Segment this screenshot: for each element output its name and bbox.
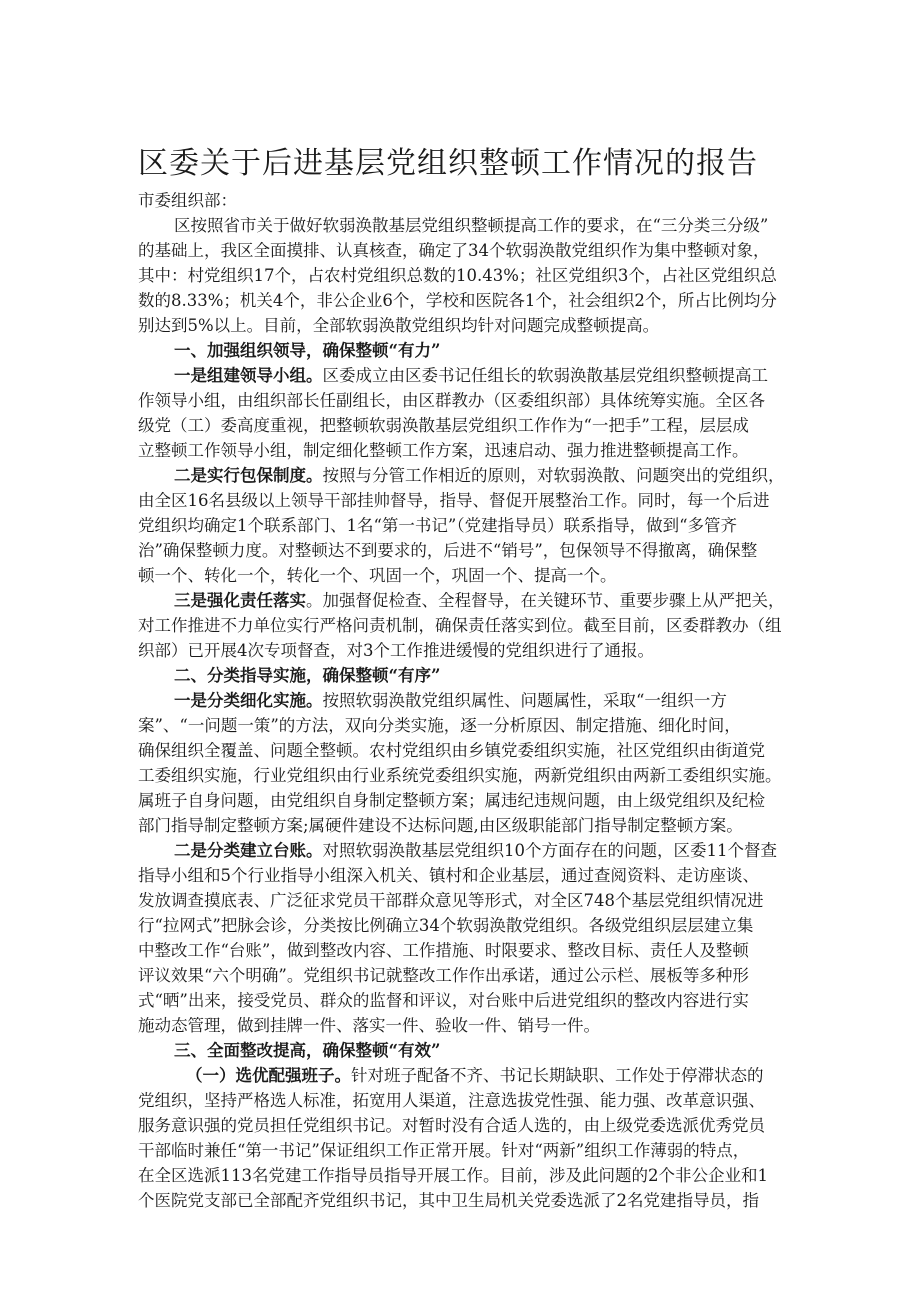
text-line: [138, 438, 788, 463]
text-line: [138, 338, 788, 363]
document-body: [138, 188, 788, 1213]
line-text: 织部）已开展4次专项督查，对3个工作推进缓慢的党组织进行了通报。: [138, 641, 654, 660]
bold-lead: （一）选优配强班子。: [186, 1066, 351, 1085]
bold-lead: 三、全面整改提高，确保整顿“有效”: [174, 1041, 441, 1060]
line-text: 在全区选派113名党建工作指导员指导开展工作。目前，涉及此问题的2个非公企业和1: [138, 1166, 768, 1185]
line-text: 。加强督促检查、全程督导，在关键环节、重要步骤上从严把关，: [306, 591, 785, 610]
line-text: 施动态管理，做到挂牌一件、落实一件、验收一件、销号一件。: [138, 1016, 600, 1035]
line-text: 党组织均确定1个联系部门、1名“第一书记”（党建指导员）联系指导，做到“多管齐: [138, 516, 738, 535]
text-line: [138, 1188, 788, 1213]
text-line: [138, 213, 788, 238]
line-text: 按照与分管工作相近的原则，对软弱涣散、问题突出的党组织，: [322, 466, 785, 485]
text-line: [138, 263, 788, 288]
text-line: [138, 788, 788, 813]
text-line: [138, 488, 788, 513]
text-line: [138, 1138, 788, 1163]
line-text: 对照软弱涣散基层党组织10个方面存在的问题，区委11个督查: [322, 841, 777, 860]
text-line: [138, 288, 788, 313]
line-text: 发放调查摸底表、广泛征求党员干部群众意见等形式，对全区748个基层党组织情况进: [138, 891, 764, 910]
line-text: 针对班子配备不齐、书记长期缺职、工作处于停滞状态的: [351, 1066, 764, 1085]
text-line: [138, 463, 788, 488]
line-text: 行“拉网式”把脉会诊，分类按比例确立34个软弱涣散党组织。各级党组织层层建立集: [138, 916, 754, 935]
text-line: [138, 363, 788, 388]
text-line: [138, 313, 788, 338]
text-line: [138, 613, 788, 638]
line-text: 区按照省市关于做好软弱涣散基层党组织整顿提高工作的要求，在“三分类三分级”: [174, 216, 769, 235]
text-line: [138, 738, 788, 763]
text-line: [138, 513, 788, 538]
line-text: 由全区16名县级以上领导干部挂帅督导，指导、督促开展整治工作。同时，每一个后进: [138, 491, 770, 510]
line-text: 对工作推进不力单位实行严格问责机制，确保责任落实到位。截至目前，区委群教办（组: [138, 616, 782, 635]
line-text: 部门指导制定整顿方案;属硬件建设不达标问题,由区级职能部门指导制定整顿方案。: [138, 816, 743, 835]
line-text: 指导小组和5个行业指导小组深入机关、镇村和企业基层，通过查阅资料、走访座谈、: [138, 866, 759, 885]
line-text: 个医院党支部已全部配齐党组织书记，其中卫生局机关党委选派了2名党建指导员，指: [138, 1191, 759, 1210]
line-text: 按照软弱涣散党组织属性、问题属性，采取“一组织一方: [322, 691, 727, 710]
line-text: 党组织，坚持严格选人标准，拓宽用人渠道，注意选拔党性强、能力强、改革意识强、: [138, 1091, 765, 1110]
line-text: 案”、“一问题一策”的方法，双向分类实施，逐一分析原因、制定措施、细化时间，: [138, 716, 741, 735]
line-text: 数的8.33%；机关4个，非公企业6个，学校和医院各1个，社会组织2个，所占比例均分: [138, 291, 777, 310]
line-text: 评议效果“六个明确”。党组织书记就整改工作作出承诺，通过公示栏、展板等多种形: [138, 966, 749, 985]
text-line: [138, 963, 788, 988]
bold-lead: 一是组建领导小组。: [174, 366, 323, 385]
text-line: [138, 763, 788, 788]
line-text: 别达到5%以上。目前，全部软弱涣散党组织均针对问题完成整顿提高。: [138, 316, 660, 335]
line-text: 区委成立由区委书记任组长的软弱涣散基层党组织整顿提高工: [322, 366, 768, 385]
bold-lead: 一是分类细化实施。: [174, 691, 323, 710]
line-text: 工委组织实施，行业党组织由行业系统党委组织实施，两新党组织由两新工委组织实施。: [138, 766, 782, 785]
text-line: [138, 1113, 788, 1138]
text-line: [138, 188, 788, 213]
text-line: [138, 938, 788, 963]
line-text: 市委组织部：: [138, 191, 237, 210]
text-line: [138, 888, 788, 913]
text-line: [138, 238, 788, 263]
text-line: [138, 638, 788, 663]
line-text: 其中：村党组织17个，占农村党组织总数的10.43%；社区党组织3个，占社区党组织总: [138, 266, 777, 285]
bold-lead: 二、分类指导实施，确保整顿“有序”: [174, 666, 441, 685]
bold-lead: 一、加强组织领导，确保整顿“有力”: [174, 341, 441, 360]
text-line: [138, 813, 788, 838]
text-line: [138, 563, 788, 588]
bold-lead: 三是强化责任落实: [174, 591, 306, 610]
line-text: 治”确保整顿力度。对整顿达不到要求的，后进不“销号”，包保领导不得撤离，确保整: [138, 541, 758, 560]
text-line: [138, 1038, 788, 1063]
line-text: 干部临时兼任“第一书记”保证组织工作正常开展。针对“两新”组织工作薄弱的特点，: [138, 1141, 750, 1160]
text-line: [138, 388, 788, 413]
text-line: [138, 663, 788, 688]
text-line: [138, 1163, 788, 1188]
text-line: [138, 1063, 788, 1088]
text-line: [138, 538, 788, 563]
text-line: [138, 588, 788, 613]
text-line: [138, 1088, 788, 1113]
document-title: 区委关于后进基层党组织整顿工作情况的报告: [138, 146, 758, 181]
text-line: [138, 838, 788, 863]
bold-lead: 二是分类建立台账。: [174, 841, 323, 860]
text-line: [138, 988, 788, 1013]
text-line: [138, 863, 788, 888]
line-text: 服务意识强的党员担任党组织书记。对暂时没有合适人选的，由上级党委选派优秀党员: [138, 1116, 765, 1135]
line-text: 顿一个、转化一个，转化一个、巩固一个，巩固一个、提高一个。: [138, 566, 617, 585]
line-text: 式“晒”出来，接受党员、群众的监督和评议，对台账中后进党组织的整改内容进行实: [138, 991, 749, 1010]
line-text: 级党（工）委高度重视，把整顿软弱涣散基层党组织工作作为“一把手”工程，层层成: [138, 416, 749, 435]
text-line: [138, 713, 788, 738]
line-text: 立整顿工作领导小组，制定细化整顿工作方案，迅速启动、强力推进整顿提高工作。: [138, 441, 749, 460]
line-text: 的基础上，我区全面摸排、认真核查，确定了34个软弱涣散党组织作为集中整顿对象，: [138, 241, 770, 260]
line-text: 作领导小组，由组织部长任副组长，由区群教办（区委组织部）具体统筹实施。全区各: [138, 391, 765, 410]
bold-lead: 二是实行包保制度。: [174, 466, 323, 485]
line-text: 确保组织全覆盖、问题全整顿。农村党组织由乡镇党委组织实施，社区党组织由街道党: [138, 741, 765, 760]
text-line: [138, 913, 788, 938]
text-line: [138, 1013, 788, 1038]
line-text: 属班子自身问题，由党组织自身制定整顿方案；属违纪违规问题，由上级党组织及纪检: [138, 791, 765, 810]
line-text: 中整改工作“台账”，做到整改内容、工作措施、时限要求、整改目标、责任人及整顿: [138, 941, 749, 960]
text-line: [138, 413, 788, 438]
text-line: [138, 688, 788, 713]
